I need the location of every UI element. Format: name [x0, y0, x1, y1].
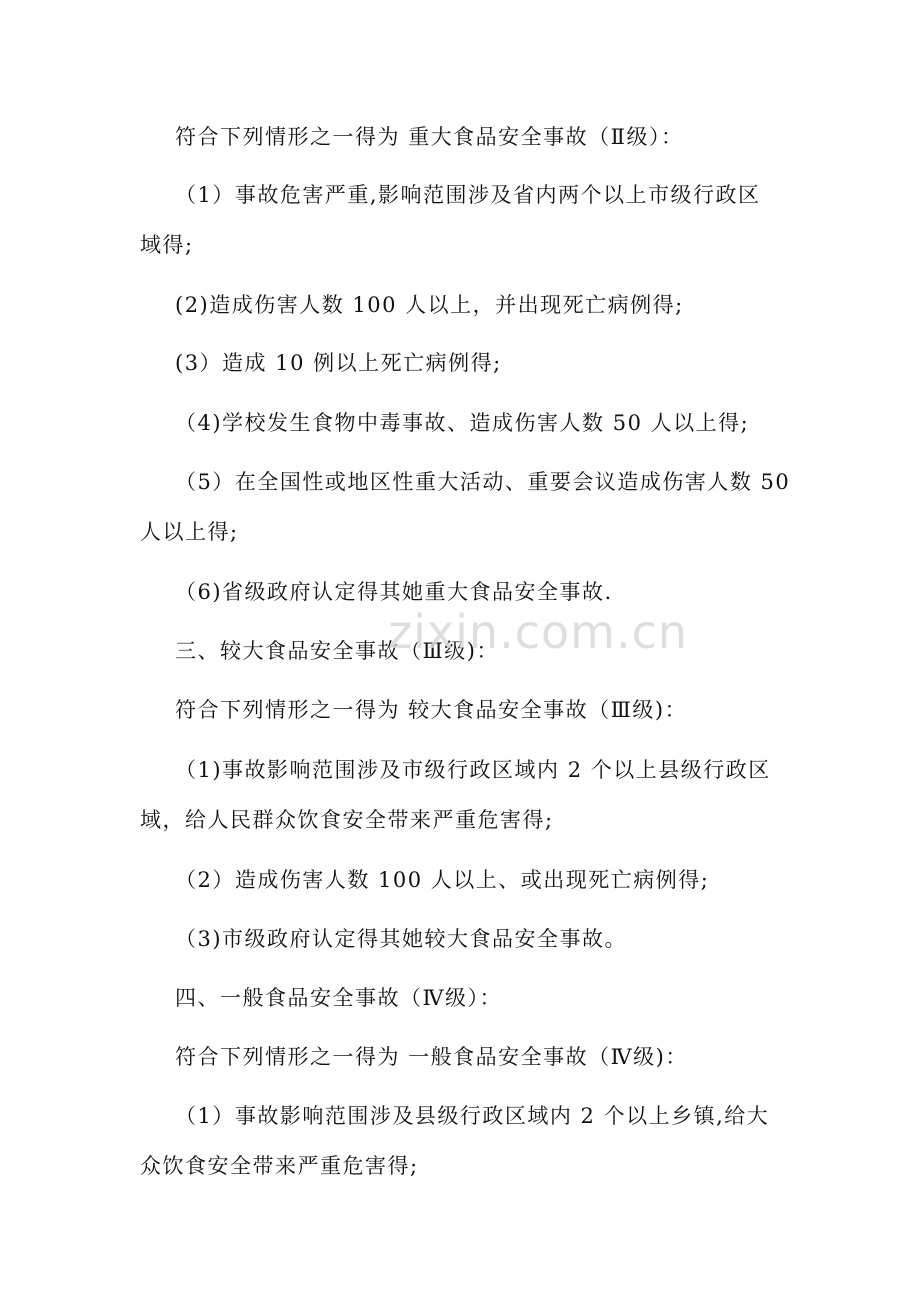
- text-line: （6)省级政府认定得其她重大食品安全事故.: [175, 580, 613, 604]
- text-line: （1）事故危害严重,影响范围涉及省内两个以上市级行政区: [175, 183, 761, 207]
- watermark: zixin.com.cn: [388, 605, 689, 659]
- text-line: 域，给人民群众饮食安全带来严重危害得;: [140, 808, 554, 832]
- text-line: （1)事故影响范围涉及市级行政区域内 2 个以上县级行政区: [175, 758, 771, 782]
- text-line: （2）造成伤害人数 100 人以上、或出现死亡病例得;: [175, 868, 710, 892]
- text-line: (2)造成伤害人数 100 人以上，并出现死亡病例得;: [175, 293, 684, 317]
- text-line: 符合下列情形之一得为 一般食品安全事故（Ⅳ级)：: [175, 1045, 688, 1069]
- text-line: （4)学校发生食物中毒事故、造成伤害人数 50 人以上得;: [175, 411, 750, 435]
- text-line: 域得;: [140, 233, 194, 257]
- text-line: （1）事故影响范围涉及县级行政区域内 2 个以上乡镇,给大: [175, 1104, 770, 1128]
- section-heading: 三、较大食品安全事故（Ⅲ级)：: [175, 639, 499, 663]
- text-line: (3）造成 10 例以上死亡病例得;: [175, 351, 502, 375]
- text-line: 符合下列情形之一得为 重大食品安全事故（Ⅱ级）：: [175, 125, 684, 149]
- text-line: 符合下列情形之一得为 较大食品安全事故（Ⅲ级)：: [175, 698, 688, 722]
- text-line: 人以上得;: [140, 520, 239, 544]
- text-line: （3)市级政府认定得其她较大食品安全事故。: [175, 927, 628, 951]
- text-line: （5）在全国性或地区性重大活动、重要会议造成伤害人数 50: [175, 470, 791, 494]
- text-line: 众饮食安全带来严重危害得;: [140, 1154, 419, 1178]
- section-heading: 四、一般食品安全事故（Ⅳ级）：: [175, 986, 502, 1010]
